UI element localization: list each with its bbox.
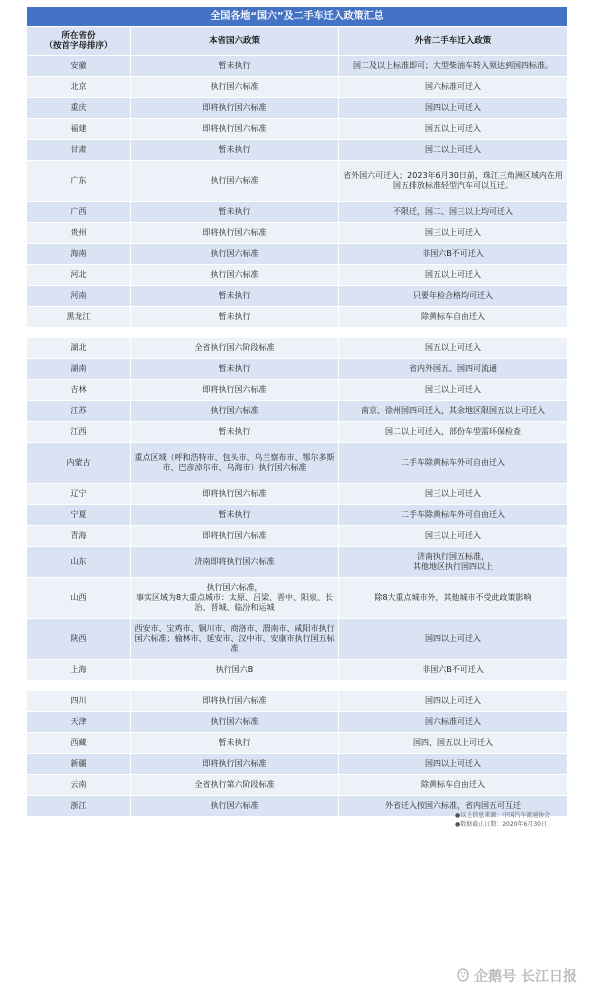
transfer-policy-cell: 二手车除黄标车外可自由迁入 — [338, 505, 567, 525]
table-row — [27, 660, 567, 680]
local-policy-cell: 即将执行国六标准 — [130, 223, 338, 243]
transfer-policy-cell: 非国六B不可迁入 — [338, 660, 567, 680]
province-cell: 内蒙古 — [27, 443, 130, 483]
transfer-policy-cell: 除黄标车自由迁入 — [338, 775, 567, 795]
watermark-text: 企鹅号 长江日报 — [474, 969, 577, 985]
province-cell: 浙江 — [27, 796, 130, 816]
table-body — [27, 56, 567, 816]
header-province-line1: 所在省份 — [61, 31, 96, 41]
province-cell: 江苏 — [27, 401, 130, 421]
transfer-policy-cell: 省外国六可迁入；2023年6月30日前，珠江三角洲区域内在用国五排放标准轻型汽车可以互迁。 — [338, 161, 567, 201]
transfer-policy-cell: 外省迁入按国六标准，省内国五可互迁 — [338, 796, 567, 816]
province-cell: 四川 — [27, 691, 130, 711]
local-policy-cell: 重点区域（呼和浩特市、包头市、乌兰察布市、鄂尔多斯市、巴彦淖尔市、乌海市）执行国六标准 — [130, 443, 338, 483]
local-policy-cell: 即将执行国六标准 — [130, 484, 338, 504]
table-row — [27, 547, 567, 577]
transfer-policy-cell: 非国六B不可迁入 — [338, 244, 567, 264]
transfer-policy-cell: 国四以上可迁入 — [338, 619, 567, 659]
table-row — [27, 712, 567, 732]
transfer-policy-cell: 二手车除黄标车外可自由迁入 — [338, 443, 567, 483]
transfer-policy-cell: 国四以上可迁入 — [338, 98, 567, 118]
transfer-policy-cell: 济南执行国五标准， 其他地区执行国四以上 — [338, 547, 567, 577]
province-cell: 北京 — [27, 77, 130, 97]
table-row — [27, 619, 567, 659]
table-row — [27, 140, 567, 160]
province-cell: 广东 — [27, 161, 130, 201]
transfer-policy-cell: 南京、徐州国四可迁入，其余地区限国五以上可迁入 — [338, 401, 567, 421]
table-row — [27, 526, 567, 546]
local-policy-cell: 暂未执行 — [130, 307, 338, 327]
transfer-policy-cell: 国二以上可迁入 — [338, 140, 567, 160]
table-title: 全国各地“国六”及二手车迁入政策汇总 — [27, 7, 567, 26]
province-cell: 青海 — [27, 526, 130, 546]
province-cell: 重庆 — [27, 98, 130, 118]
table-row — [27, 119, 567, 139]
local-policy-cell: 执行国六标准 — [130, 712, 338, 732]
table-row — [27, 56, 567, 76]
transfer-policy-cell: 国五以上可迁入 — [338, 119, 567, 139]
province-cell: 江西 — [27, 422, 130, 442]
transfer-policy-cell: 只要年检合格均可迁入 — [338, 286, 567, 306]
local-policy-cell: 执行国六标准 — [130, 265, 338, 285]
local-policy-cell: 暂未执行 — [130, 505, 338, 525]
group-spacer-cell — [27, 328, 567, 337]
header-province-line2: （按首字母排序） — [44, 41, 113, 51]
local-policy-cell: 暂未执行 — [130, 202, 338, 222]
watermark — [455, 966, 577, 986]
date-note: ●数据截止日期：2020年6月30日 — [455, 821, 547, 828]
transfer-policy-cell: 国三以上可迁入 — [338, 526, 567, 546]
transfer-policy-cell: 国四、国五以上可迁入 — [338, 733, 567, 753]
province-cell: 贵州 — [27, 223, 130, 243]
province-cell: 安徽 — [27, 56, 130, 76]
transfer-policy-cell: 国三以上可迁入 — [338, 484, 567, 504]
table-row — [27, 77, 567, 97]
penguin-icon — [455, 966, 471, 986]
local-policy-cell: 即将执行国六标准 — [130, 526, 338, 546]
province-cell: 山西 — [27, 578, 130, 618]
transfer-policy-cell: 国三以上可迁入 — [338, 223, 567, 243]
province-cell: 吉林 — [27, 380, 130, 400]
local-policy-cell: 执行国六标准 — [130, 161, 338, 201]
transfer-policy-cell: 国三以上可迁入 — [338, 380, 567, 400]
local-policy-cell: 执行国六标准 — [130, 401, 338, 421]
table-row — [27, 380, 567, 400]
transfer-policy-cell: 国二以上可迁入，部份车型需环保检查 — [338, 422, 567, 442]
transfer-policy-cell: 国六标准可迁入 — [338, 712, 567, 732]
local-policy-cell: 执行国六标准 — [130, 244, 338, 264]
local-policy-cell: 全省执行国六阶段标准 — [130, 338, 338, 358]
local-policy-cell: 暂未执行 — [130, 140, 338, 160]
table-title-row — [27, 7, 567, 26]
table-row — [27, 202, 567, 222]
local-policy-cell: 暂未执行 — [130, 733, 338, 753]
transfer-policy-cell: 国六标准可迁入 — [338, 77, 567, 97]
table-row — [27, 505, 567, 525]
group-spacer — [27, 681, 567, 690]
table-row — [27, 359, 567, 379]
source-notes — [455, 811, 550, 829]
province-cell: 海南 — [27, 244, 130, 264]
local-policy-cell: 执行国六标准， 事实区域为8大重点城市：太原、吕梁、晋中、阳泉、长治、晋城、临汾和运城 — [130, 578, 338, 618]
province-cell: 甘肃 — [27, 140, 130, 160]
province-cell: 河北 — [27, 265, 130, 285]
transfer-policy-cell: 国五以上可迁入 — [338, 265, 567, 285]
local-policy-cell: 暂未执行 — [130, 56, 338, 76]
table-row — [27, 161, 567, 201]
header-transfer-policy: 外省二手车迁入政策 — [338, 27, 567, 55]
table-row — [27, 307, 567, 327]
local-policy-cell: 即将执行国六标准 — [130, 380, 338, 400]
table-row — [27, 338, 567, 358]
province-cell: 天津 — [27, 712, 130, 732]
local-policy-cell: 执行国六标准 — [130, 77, 338, 97]
local-policy-cell: 即将执行国六标准 — [130, 98, 338, 118]
table-row — [27, 775, 567, 795]
transfer-policy-cell: 国四以上可迁入 — [338, 754, 567, 774]
policy-table — [27, 6, 567, 817]
transfer-policy-cell: 除黄标车自由迁入 — [338, 307, 567, 327]
table-row — [27, 401, 567, 421]
province-cell: 黑龙江 — [27, 307, 130, 327]
province-cell: 湖南 — [27, 359, 130, 379]
province-cell: 辽宁 — [27, 484, 130, 504]
transfer-policy-cell: 除8大重点城市外，其他城市不受此政策影响 — [338, 578, 567, 618]
group-spacer — [27, 328, 567, 337]
table-row — [27, 244, 567, 264]
table-row — [27, 733, 567, 753]
province-cell: 河南 — [27, 286, 130, 306]
province-cell: 陕西 — [27, 619, 130, 659]
group-spacer-cell — [27, 681, 567, 690]
local-policy-cell: 即将执行国六标准 — [130, 754, 338, 774]
local-policy-cell: 执行国六B — [130, 660, 338, 680]
local-policy-cell: 济南即将执行国六标准 — [130, 547, 338, 577]
province-cell: 云南 — [27, 775, 130, 795]
transfer-policy-cell: 国二及以上标准即可；大型柴油车转入须达到国四标准。 — [338, 56, 567, 76]
province-cell: 上海 — [27, 660, 130, 680]
table-row — [27, 223, 567, 243]
province-cell: 西藏 — [27, 733, 130, 753]
province-cell: 宁夏 — [27, 505, 130, 525]
table-row — [27, 98, 567, 118]
province-cell: 新疆 — [27, 754, 130, 774]
table-row — [27, 754, 567, 774]
local-policy-cell: 全省执行第六阶段标准 — [130, 775, 338, 795]
table-row — [27, 443, 567, 483]
local-policy-cell: 执行国六标准 — [130, 796, 338, 816]
province-cell: 福建 — [27, 119, 130, 139]
local-policy-cell: 暂未执行 — [130, 286, 338, 306]
table-row — [27, 578, 567, 618]
local-policy-cell: 即将执行国六标准 — [130, 119, 338, 139]
table-row — [27, 484, 567, 504]
transfer-policy-cell: 省内外国五、国四可流通 — [338, 359, 567, 379]
local-policy-cell: 西安市、宝鸡市、铜川市、商洛市、渭南市、咸阳市执行国六标准；榆林市、延安市、汉中市、安康市执行国五标准 — [130, 619, 338, 659]
local-policy-cell: 即将执行国六标准 — [130, 691, 338, 711]
province-cell: 广西 — [27, 202, 130, 222]
table-row — [27, 691, 567, 711]
table-header-row — [27, 27, 567, 55]
transfer-policy-cell: 不限迁，国二、国三以上均可迁入 — [338, 202, 567, 222]
transfer-policy-cell: 国四以上可迁入 — [338, 691, 567, 711]
source-note: ●以上信息来源：中国汽车流通协会 — [455, 812, 551, 819]
table-row — [27, 422, 567, 442]
local-policy-cell: 暂未执行 — [130, 422, 338, 442]
local-policy-cell: 暂未执行 — [130, 359, 338, 379]
transfer-policy-cell: 国五以上可迁入 — [338, 338, 567, 358]
table-row — [27, 265, 567, 285]
province-cell: 山东 — [27, 547, 130, 577]
header-province — [27, 27, 130, 55]
table-row — [27, 286, 567, 306]
province-cell: 湖北 — [27, 338, 130, 358]
header-local-policy: 本省国六政策 — [130, 27, 338, 55]
